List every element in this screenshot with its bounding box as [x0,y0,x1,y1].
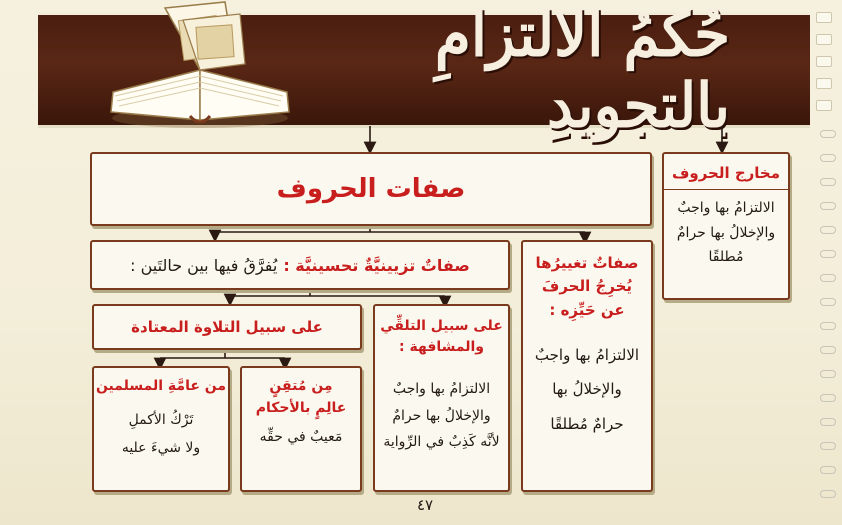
taghyiriya-title-1: صفاتٌ تغييرُها [535,254,639,272]
amma-title: من عامَّةِ المسلمين [95,378,227,394]
talaqqi-body-2: والإخلالُ بها حرامٌ [392,407,491,424]
page-number: ٤٧ [416,496,434,514]
amma-box [92,366,230,492]
sifat-box [90,152,652,226]
sifat-title: صفات الحروف [276,174,466,204]
mutqin-body-1: مَعيبٌ في حقِّه [259,429,343,446]
taghyiriya-body-2: والإخلالُ بها [552,380,622,399]
page-title: حُكمُ الالتزامِ بالتجويدِ [434,0,730,142]
makharij-line-3: مُطلقًا [708,249,744,266]
taghyiriya-box [521,240,653,492]
talaqqi-body-1: الالتزامُ بها واجبٌ [392,381,491,397]
binder-rings-decoration [820,120,838,520]
amma-body-1: تَرْكُ الأكملِ [128,411,194,428]
talaqqi-box [373,304,510,492]
tazyiniya-box [90,240,510,290]
tilawa-box [92,304,362,350]
talaqqi-title-2: والمشافهة : [398,339,485,355]
taghyiriya-body-1: الالتزامُ بها واجبٌ [534,345,640,364]
taghyiriya-title-2: يُخرِجُ الحرفَ [541,277,633,296]
taghyiriya-body-3: حرامٌ مُطلقًا [550,414,624,433]
amma-body-2: ولا شيءَ عليه [121,439,201,456]
tazyiniya-subtitle: يُفرَّقُ فيها بين حالتَين : [130,255,278,275]
mutqin-title-1: مِن مُتقِنٍ [269,378,333,394]
mutqin-title-2: عالِمٍ بالأحكام [255,399,347,416]
talaqqi-title-1: على سبيل التلقِّي [380,318,503,334]
makharij-title: مخارج الحروف [671,164,781,182]
mutqin-box [240,366,362,492]
makharij-line-2: والإخلالُ بها حرامٌ [676,224,776,241]
tilawa-title: على سبيل التلاوة المعتادة [131,318,323,336]
tazyiniya-title: صفاتٌ تزيينيَّةٌ تحسينيَّة : [283,255,470,275]
makharij-box [662,152,790,300]
open-book-icon [105,0,295,135]
talaqqi-body-3: لأنَّه كَذِبٌ في الرِّواية [383,434,500,451]
makharij-line-1: الالتزامُ بها واجبٌ [677,200,775,217]
taghyiriya-title-3: عن حَيِّزِه : [549,300,625,319]
